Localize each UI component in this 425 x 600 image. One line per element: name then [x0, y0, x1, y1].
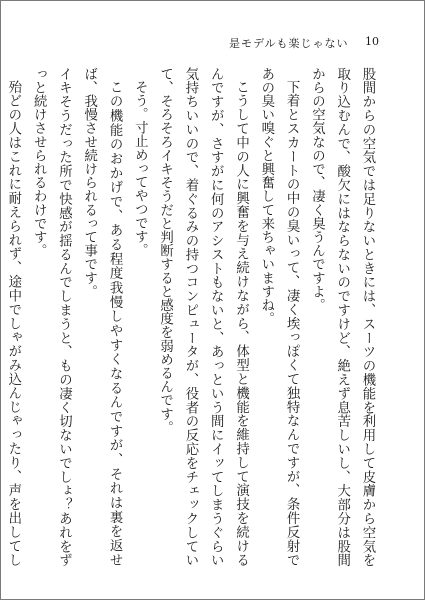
page-number: 10 — [365, 35, 379, 48]
paragraph: こうして中の人に興奮を与え続けながら、体型と機能を維持して演技を続けるんですが、さすがに何のアシストもないと、あっという間にイッてしまうぐらい気持ちいいので、着ぐるみの持つコンピュータが、役者の反応をチェックしていて、そろそろイキそうだと判断すると感度を弱めるんです。 — [157, 67, 249, 567]
paragraph: この機能のおかげで、ある程度我慢しやすくなるんですが、それは裏を返せば、我慢させ続けられるって事です。 — [81, 67, 123, 567]
paragraph: そう。寸止めってやつです。 — [132, 80, 148, 258]
paragraph: イキそうだった所で快感が揺るんでしまうと、もの凄く切ないでしょ？あれをずっと続けさせられるわけです。 — [31, 67, 72, 567]
paragraph: 殆どの人はこれに耐えられず、途中でしゃがみ込んじゃったり、声を出してし — [5, 80, 21, 567]
body-text — [5, 67, 380, 567]
paragraph: 下着とスカートの中の臭いって、凄く埃っぽくて独特なんですが、条件反射であの臭い嗅ぐと興奮して来ちゃいますね。 — [258, 67, 300, 567]
paragraph: 股間からの空気では足りないときには、スーツの機能を利用して皮膚から空気を取り込むんで、酸欠にはならないのですけど、絶えず息苦しいし、大部分は股間からの空気なので、凄く臭うんですよ。 — [309, 67, 375, 567]
running-header-title: 是モデルも楽じゃない — [229, 37, 349, 50]
